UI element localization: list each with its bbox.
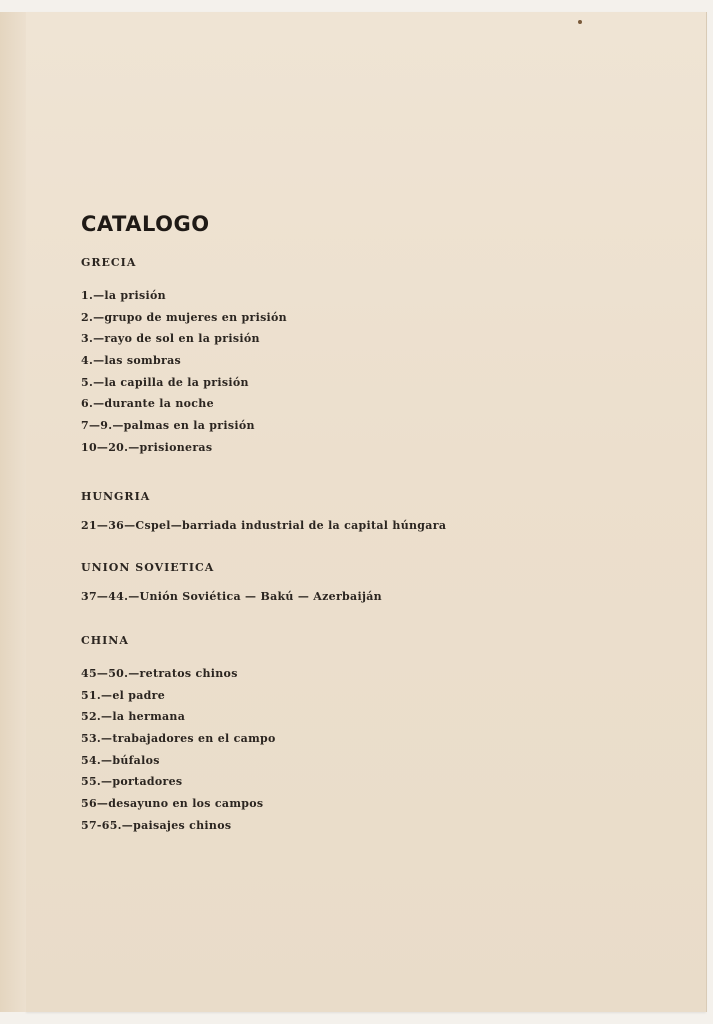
page-title: CATALOGO [81, 212, 210, 236]
section-grecia [81, 256, 641, 459]
union-sovietica-item-list [81, 586, 641, 608]
list-item: 5.—la capilla de la prisión [81, 375, 249, 389]
list-item: 54.—búfalos [81, 753, 160, 767]
list-item: 55.—portadores [81, 775, 183, 789]
list-item: 10—20.—prisioneras [81, 440, 213, 454]
list-item: 56—desayuno en los campos [81, 797, 264, 810]
section-china [81, 634, 641, 837]
list-item: 51.—el padre [81, 688, 166, 702]
list-item: 21—36—Cspel—barriada industrial de la capital húngara [81, 518, 447, 532]
list-item: 45—50.—retratos chinos [81, 666, 238, 680]
section-hungria [81, 490, 641, 537]
paper-spot [578, 20, 582, 24]
list-item: 53.—trabajadores en el campo [81, 731, 276, 745]
china-item-list [81, 663, 641, 837]
section-heading-union-sovietica: UNION SOVIETICA [81, 561, 215, 575]
list-item: 4.—las sombras [81, 354, 181, 368]
catalog-content [81, 212, 641, 836]
section-heading-china: CHINA [81, 633, 129, 647]
section-union-sovietica [81, 561, 641, 608]
list-item: 7—9.—palmas en la prisión [81, 419, 255, 433]
section-heading-hungria: HUNGRIA [81, 489, 151, 503]
section-heading-grecia: GRECIA [81, 256, 137, 269]
list-item: 2.—grupo de mujeres en prisión [81, 310, 287, 324]
hungria-item-list [81, 515, 641, 537]
grecia-item-list [81, 285, 641, 459]
list-item: 1.—la prisión [81, 289, 166, 302]
list-item: 37—44.—Unión Soviética — Bakú — Azerbaiján [81, 590, 382, 604]
list-item: 57-65.—paisajes chinos [81, 818, 232, 832]
list-item: 52.—la hermana [81, 710, 186, 724]
list-item: 3.—rayo de sol en la prisión [81, 332, 260, 346]
list-item: 6.—durante la noche [81, 397, 214, 411]
